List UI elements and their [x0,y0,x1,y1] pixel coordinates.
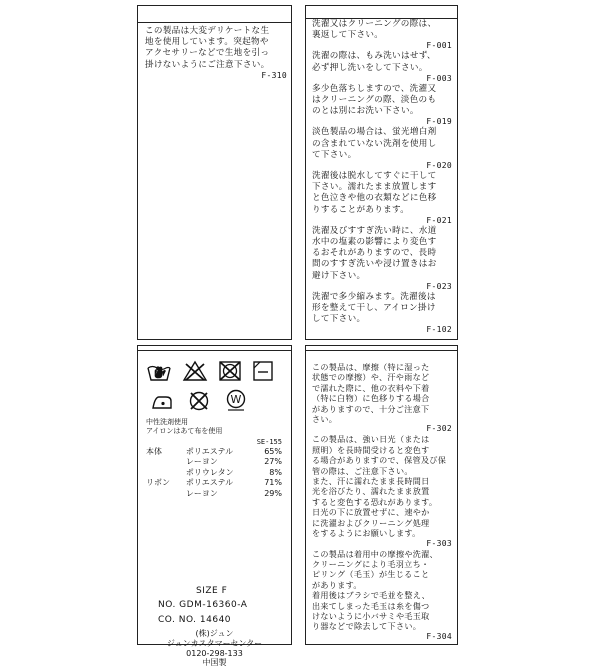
instruction-line: 洗濯で多少縮みます。洗濯後は [312,291,436,302]
caution-line: 管の際は、ご注意下さい。 [312,465,413,476]
notice-code: F-310 [261,70,287,80]
care-label-top-right [305,5,458,340]
instruction-code: F-001 [426,41,452,51]
instruction-line: 下さい。濡れたまま放置します [312,182,437,193]
caution-block [312,434,452,548]
caution-line: があります。 [312,579,362,590]
caution-line: クリーニングにより毛羽立ち・ [312,558,430,569]
fiber-material: ポリウレタン [185,467,234,477]
fiber-percent: 71% [264,478,282,488]
fiber-percent: 8% [269,467,282,477]
caution-line: る場合がありますので、保管及び保 [312,455,447,466]
instruction-line: 洗濯後は脱水してすぐに干して [312,171,437,182]
care-note-line: 中性洗剤使用 [146,418,188,426]
product-number: NO. GDM-16360-A [158,600,248,610]
instruction-line: 水中の塩素の影響により変色す [312,237,437,248]
instruction-line: 裏返して下さい。 [312,30,384,41]
instruction-line: して下さい。 [312,314,366,325]
care-note [146,418,222,436]
wet-clean-icon [224,388,248,412]
country-of-origin: 中国製 [202,658,227,668]
caution-line: この製品は、強い日光（または [312,434,430,445]
instruction-block [312,84,452,128]
company-info [138,629,291,668]
fiber-row [146,489,282,499]
caution-line: がありますので、十分ご注意下 [312,403,430,414]
customer-center: ジュンカスタマーセンター [166,638,263,648]
caution-line: 着用後はブラシで毛並を整え、 [312,590,430,601]
care-label-bottom-left [137,345,292,668]
notice-line: 地を使用しています。突起物や [145,37,269,48]
company-name: (株)ジュン [195,629,234,638]
instruction-block [312,292,452,336]
no-bleach-icon [182,360,208,382]
instruction-line: 洗濯又はクリーニングの際は、 [312,19,437,29]
fiber-row [146,447,282,457]
instruction-block [312,19,452,51]
caution-line: けないように小バサミや毛玉取 [312,610,430,621]
care-note-line: アイロンはあて布を使用 [146,427,223,435]
instruction-code: F-102 [426,325,452,335]
delicate-fabric-notice [145,26,287,81]
instruction-code: F-021 [426,215,452,225]
instruction-block [312,226,452,292]
care-label-top-left [137,5,292,340]
caution-line: をするようにお願いします。 [312,528,421,539]
instruction-line: の含まれていない洗剤を使用し [312,138,437,149]
instruction-code: F-023 [426,281,452,291]
care-symbols-row-1 [146,360,274,382]
instruction-code: F-003 [426,73,452,83]
care-symbols-row-2 [150,388,248,412]
line-dry-icon [252,360,274,382]
hand-wash-icon [146,360,172,382]
fiber-row [146,457,282,467]
caution-code: F-303 [426,538,452,548]
instruction-line: 洗濯の際は、もみ洗いはせず、 [312,51,436,62]
caution-line: すると変色する恐れがあります。 [312,496,438,507]
fiber-material: レーヨン [185,488,218,498]
size: SIZE F [196,586,228,596]
fiber-percent: 27% [264,457,282,467]
caution-line: 光を浴びたり、濡れたまま放置 [312,486,430,497]
instruction-line: のとは別にお洗い下さい。 [312,106,419,117]
instruction-block [312,51,452,83]
instruction-line: て下さい。 [312,149,357,160]
fiber-part [146,468,186,478]
caution-line: 日光の下に放置せずに、速やか [312,507,430,518]
instruction-line: るおそれがありますので、長時 [312,248,437,259]
caution-line: また、汗に濡れたまま長時間日 [312,476,430,487]
instruction-line: はクリーニングの際、淡色のも [312,95,437,106]
co-number: CO. NO. 14640 [158,615,232,625]
fiber-percent: 29% [264,488,282,498]
caution-line: 出来てしまった毛玉は糸を傷つ [312,600,430,611]
fiber-material: ポリエステル [185,447,234,456]
instruction-block [312,127,452,171]
fiber-percent: 65% [264,447,282,456]
caution-code: F-304 [426,631,452,641]
caution-line: この製品は着用中の摩擦や洗濯、 [312,548,438,559]
fiber-part [146,457,186,467]
caution-notices [312,362,452,642]
washing-instructions [312,19,452,335]
no-tumble-dry-icon [218,360,242,382]
cut-line [138,22,291,23]
fiber-part: リボン [146,478,170,488]
instruction-line: と色泣きや他の衣類などに色移 [312,193,437,204]
caution-block [312,549,452,642]
caution-line: に洗濯およびクリーニング処理 [312,517,430,528]
caution-line: 照明）を長時間受けると変色す [312,444,430,455]
instruction-code: F-020 [426,161,452,171]
instruction-line: 避け下さい。 [312,270,366,281]
fiber-part: 本体 [146,447,162,456]
fiber-row [146,468,282,478]
notice-line: 掛けないようにご注意下さい。 [145,59,270,70]
instruction-line: 必ず押し洗いをして下さい。 [312,62,428,73]
svg-text:W: W [230,393,242,406]
caution-line: り器などで除去して下さい。 [312,621,422,632]
care-label-bottom-right [305,345,458,645]
fiber-material: ポリエステル [185,478,234,488]
instruction-line: 多少色落ちしますので、洗濯又 [312,83,437,94]
notice-line: この製品は大変デリケートな生 [145,26,270,36]
caution-line: （特に白物）に色移りする場合 [312,393,430,404]
cut-line [306,350,457,351]
phone-number: 0120-298-133 [186,648,243,658]
instruction-line: 淡色製品の場合は、蛍光増白剤 [312,127,437,138]
instruction-code: F-019 [426,117,452,127]
instruction-block [312,171,452,226]
caution-line: ピリング（毛玉）が生じること [312,569,430,580]
caution-line: 状態での摩擦）や、汗や雨など [312,372,430,383]
caution-line: この製品は、摩擦（特に湿った [312,362,430,372]
fiber-composition [146,438,282,499]
notice-line: アクセサリーなどで生地を引っ [145,48,270,59]
instruction-line: 形を整えて干し、アイロン掛け [312,303,436,314]
caution-line: で濡れた際に、他の衣料や下着 [312,382,430,393]
cut-line [138,350,291,351]
instruction-line: 洗濯及びすすぎ洗い時に、水道 [312,225,437,236]
fiber-part [146,489,186,499]
caution-block [312,362,452,434]
fiber-material: レーヨン [185,457,218,467]
iron-low-icon [150,392,174,412]
caution-line: さい。 [312,414,338,425]
se-code: SE-155 [256,438,282,446]
caution-code: F-302 [426,424,452,434]
no-dry-clean-icon [188,390,210,412]
fiber-row [146,478,282,488]
instruction-line: りすることがあります。 [312,204,410,215]
instruction-line: 間のすすぎ洗いや浸け置きはお [312,259,437,270]
